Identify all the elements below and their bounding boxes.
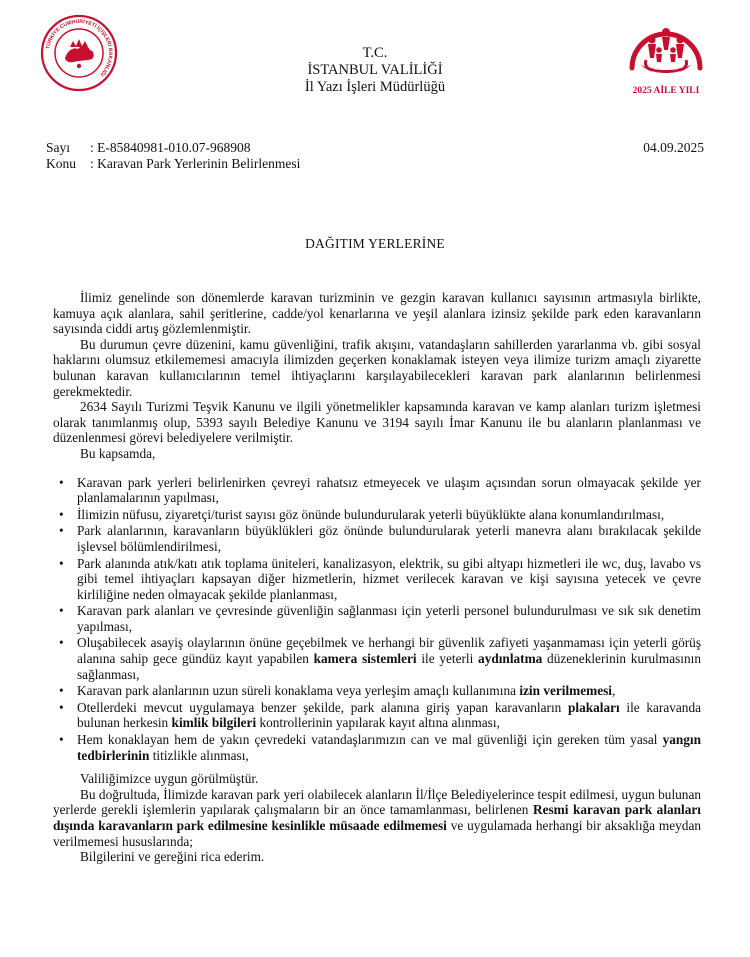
konu-row xyxy=(46,156,300,172)
paragraph-2: Bu durumun çevre düzenini, kamu güvenliğini, trafik akışını, vatandaşların sahillerden yararlanma vb. gibi sosyal haklarını olumsuz etkilememesi amacıyla ilimizden geçerken konaklamak isteyen veya ilimize turizm amaçlı ziyarette bulunan karavan kullanıcılarının temel ihtiyaçlarını karşılayabilecekleri karavan park alanlarının belirlenmesi gerekmektedir. xyxy=(53,336,701,399)
document-date: 04.09.2025 xyxy=(643,140,704,155)
list-item: • Karavan park yerleri belirlenirken çevreyi rahatsız etmeyecek ve ulaşım açısından sorun olmayacak şekilde yer planlamalarının yapılması, xyxy=(53,475,701,506)
list-item: • İlimizin nüfusu, ziyaretçi/turist sayısı göz önünde bulundurularak yeterli büyüklükte alana konumlandırılması, xyxy=(53,507,701,523)
family-year-caption: 2025 AİLE YILI xyxy=(632,86,700,96)
sayi-row xyxy=(46,140,250,156)
list-item: • Park alanlarının, karavanların büyüklükleri göz önünde bulundurularak yeterli manevra alanı bırakılacak şekilde işlevsel bölümlendirilmesi, xyxy=(53,523,701,554)
konu-value: : Karavan Park Yerlerinin Belirlenmesi xyxy=(90,156,301,171)
document-title: DAĞITIM YERLERİNE xyxy=(305,236,445,251)
closing-instruction: Bu doğrultuda, İlimizde karavan park yeri olabilecek alanların İl/İlçe Belediyelerince tespit edilmesi, uygun bulunan yerlerde gerekli işlemlerin yapılarak çalışmaların bir an önce tamamlanması, belirlenen Resmi karavan park alanları dışında karavanların park edilmesine kesinlikle müsaade edilmemesi ve uygulamada herhangi bir aksaklığa meydan verilmemesi hususlarında; xyxy=(53,786,701,849)
konu-label: Konu xyxy=(46,156,76,171)
list-item: • Otellerdeki mevcut uygulamaya benzer şekilde, park alanına giriş yapan karavanların plakaları ile karavanda bulunan herkesin kimlik bilgileri kontrollerinin yapılarak kayıt altına alınması, xyxy=(53,700,701,731)
paragraph-4: Bu kapsamda, xyxy=(80,445,156,461)
list-item: • Park alanında atık/katı atık toplama üniteleri, kanalizasyon, elektrik, su gibi altyapı hizmetleri ile wc, duş, lavabo vs gibi temel ihtiyaçları kapsayan diğer hizmetlerin, hizmet verilecek karavan ve kişi sayısına yetecek ve çevre kirliliğine neden olmayacak şekilde planlanması, xyxy=(53,556,701,603)
list-item: • Hem konaklayan hem de yakın çevredeki vatandaşlarımızın can ve mal güvenliği için gereken tüm yasal yangın tedbirlerinin titizlikle alınması, xyxy=(53,732,701,763)
header-line-tc: T.C. xyxy=(362,45,388,61)
paragraph-3: 2634 Sayılı Turizmi Teşvik Kanunu ve ilgili yönetmelikler kapsamında karavan ve kamp alanları turizm işletmesi olarak tanımlanmış olup, 5393 sayılı Belediye Kanunu ve 3194 sayılı İmar Kanunu ile bu alanların planlanması ve düzenlenmesi görevi belediyelere verilmiştir. xyxy=(53,399,701,446)
document-body xyxy=(53,290,701,865)
seal-ring-text: TÜRKİYE CUMHURİYETİ İÇİŞLERİ BAKANLIĞI xyxy=(45,18,114,78)
header-line-mudurluk: İl Yazı İşleri Müdürlüğü xyxy=(304,79,446,95)
header-line-valilik: İSTANBUL VALİLİĞİ xyxy=(307,62,443,78)
closing-request: Bilgilerini ve gereğini rica ederim. xyxy=(80,849,265,865)
paragraph-1: İlimiz genelinde son dönemlerde karavan turizminin ve gezgin karavan kullanıcı sayısının artmasıyla birlikte, kamuya açık alanlara, sahil şeritlerine, cadde/yol kenarlarına ve yeşil alanlara izinsiz şekilde park eden karavanların sayısında ciddi artış gözlemlenmiştir. xyxy=(53,290,701,337)
requirements-list xyxy=(53,475,701,764)
list-item: • Karavan park alanları ve çevresinde güvenliğin sağlanması için yeterli personel bulundurulması ve sık sık denetim yapılması, xyxy=(53,603,701,634)
closing-approval: Valiliğimizce uygun görülmüştür. xyxy=(80,771,259,787)
list-item: • Karavan park alanlarının uzun süreli konaklama veya yerleşim amaçlı kullanımına izin verilmemesi, xyxy=(53,683,701,699)
list-item: • Oluşabilecek asayiş olaylarının önüne geçebilmek ve herhangi bir güvenlik zafiyeti yaşanmaması için yeterli görüş alanına sahip gece gündüz kayıt yapabilen kamera sistemleri ile yeterli aydınlatma düzeneklerinin kurulmasının sağlanması, xyxy=(53,635,701,682)
sayi-value: : E-85840981-010.07-968908 xyxy=(90,140,251,155)
sayi-label: Sayı xyxy=(46,140,71,155)
